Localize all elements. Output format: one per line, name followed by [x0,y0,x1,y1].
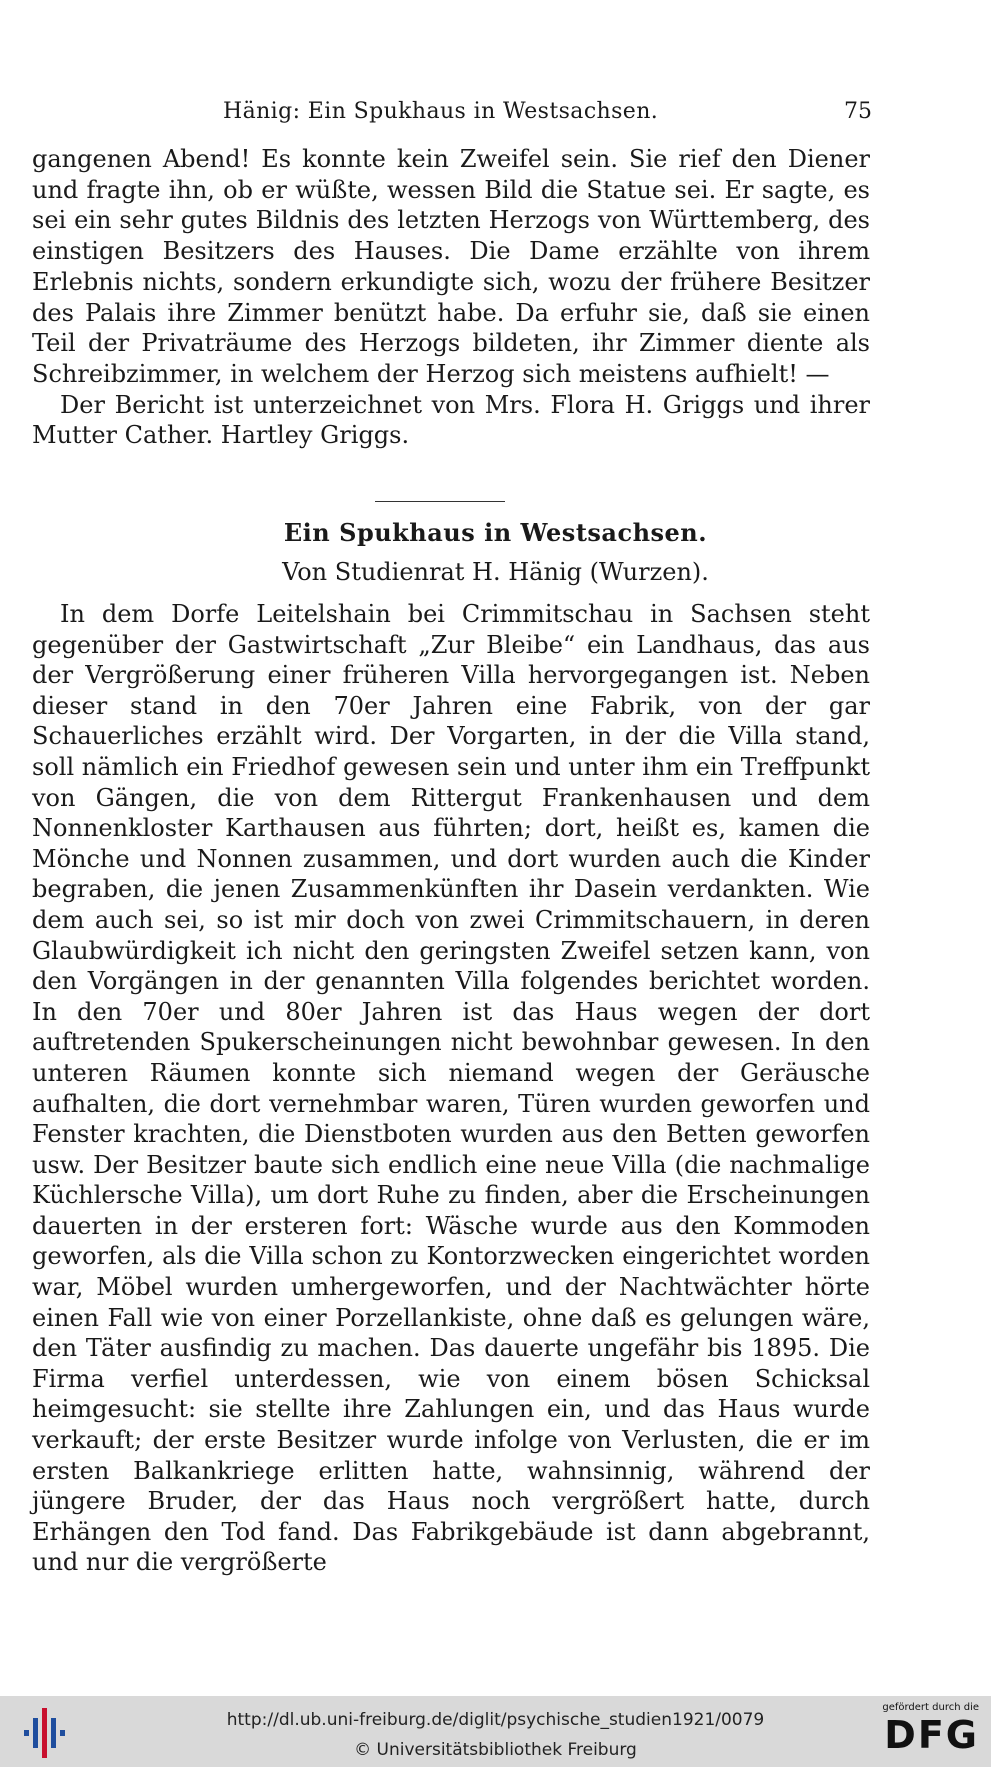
dfg-logo-text: DFG [884,1713,979,1757]
running-head [38,96,872,128]
paragraph: In dem Dorfe Leitelshain bei Crimmitschau in Sachsen steht gegenüber der Gastwirtschaft „Zur Bleibe“ ein Landhaus, das aus der Vergrößerung einer früheren Villa hervorgegangen ist. Neben dieser stand in den 70er Jahren eine Fabrik, von der gar Schauerliches erzählt wird. Der Vorgarten, in der die Villa stand, soll nämlich ein Friedhof gewesen sein und unter ihm ein Treffpunkt von Gängen, die von dem Rittergut Frankenhausen und dem Nonnenkloster Karthausen aus führten; dort, heißt es, kamen die Mönche und Nonnen zusammen, und dort wurden auch die Kinder begraben, die jenen Zusammenkünften ihr Dasein verdankten. Wie dem auch sei, so ist mir doch von zwei Crimmitschauern, in deren Glaubwürdigkeit ich nicht den geringsten Zweifel setzen kann, von den Vorgängen in der genannten Villa folgendes berichtet worden. In den 70er und 80er Jahren ist das Haus wegen der dort auftretenden Spukerscheinungen nicht bewohnbar gewesen. In den unteren Räumen konnte sich niemand wegen der Geräusche aufhalten, die dort vernehmbar waren, Türen wurden geworfen und Fenster krachten, die Dienstboten wurden aus den Betten geworfen usw. Der Besitzer baute sich endlich eine neue Villa (die nachmalige Küchlersche Villa), um dort Ruhe zu finden, aber die Erscheinungen dauerten in der ersteren fort: Wäsche wurde aus den Kommoden geworfen, als die Villa schon zu Kontorzwecken eingerichtet worden war, Möbel wurden umhergeworfen, und der Nachtwächter hörte einen Fall wie von einer Porzellankiste, ohne daß es gelungen wäre, den Täter ausfindig zu machen. Das dauerte ungefähr bis 1895. Die Firma verfiel unterdessen, wie von einem bösen Schicksal heimgesucht: sie stellte ihre Zahlungen ein, und das Haus wurde verkauft; der erste Besitzer wurde infolge von Verlusten, die er im ersten Balkankriege erlitten hatte, wahnsinnig, während der jüngere Bruder, der das Haus noch vergrößert hatte, durch Erhängen den Tod fand. Das Fabrikgebäude ist dann abgebrannt, und nur die vergrößerte [32,600,870,1577]
source-url-link[interactable]: http://dl.ub.uni-freiburg.de/diglit/psychische_studien1921/0079 [226,1710,765,1730]
section-divider [375,501,505,502]
running-head-title: Hänig: Ein Spukhaus in Westsachsen. [223,99,659,124]
paragraph: Der Bericht ist unterzeichnet von Mrs. Flora H. Griggs und ihrer Mutter Cather. Hartley Griggs. [32,390,870,450]
dfg-funding-text: gefördert durch die [882,1702,979,1713]
article-body [32,599,870,1578]
previous-article-ending [32,144,870,451]
article-byline: Von Studienrat H. Hänig (Wurzen). [282,558,709,586]
footer-bar [0,1696,991,1767]
dfg-logo [869,1702,979,1762]
article-title: Ein Spukhaus in Westsachsen. [283,518,708,547]
paragraph: gangenen Abend! Es konnte kein Zweifel sein. Sie rief den Diener und fragte ihn, ob er wüßte, wessen Bild die Statue sei. Er sagte, es sei ein sehr gutes Bildnis des letzten Herzogs von Württemberg, des einstigen Besitzers des Hauses. Die Dame erzählte von ihrem Erlebnis nichts, sondern erkundigte sich, wozu der frühere Besitzer des Palais ihre Zimmer benützt habe. Da erfuhr sie, daß sie einen Teil der Privaträume des Herzogs bildeten, ihr Zimmer diente als Schreibzimmer, in welchem der Herzog sich meistens aufhielt! — [32,145,870,388]
copyright-notice: © Universitätsbibliothek Freiburg [354,1740,637,1760]
page-number: 75 [844,99,872,124]
